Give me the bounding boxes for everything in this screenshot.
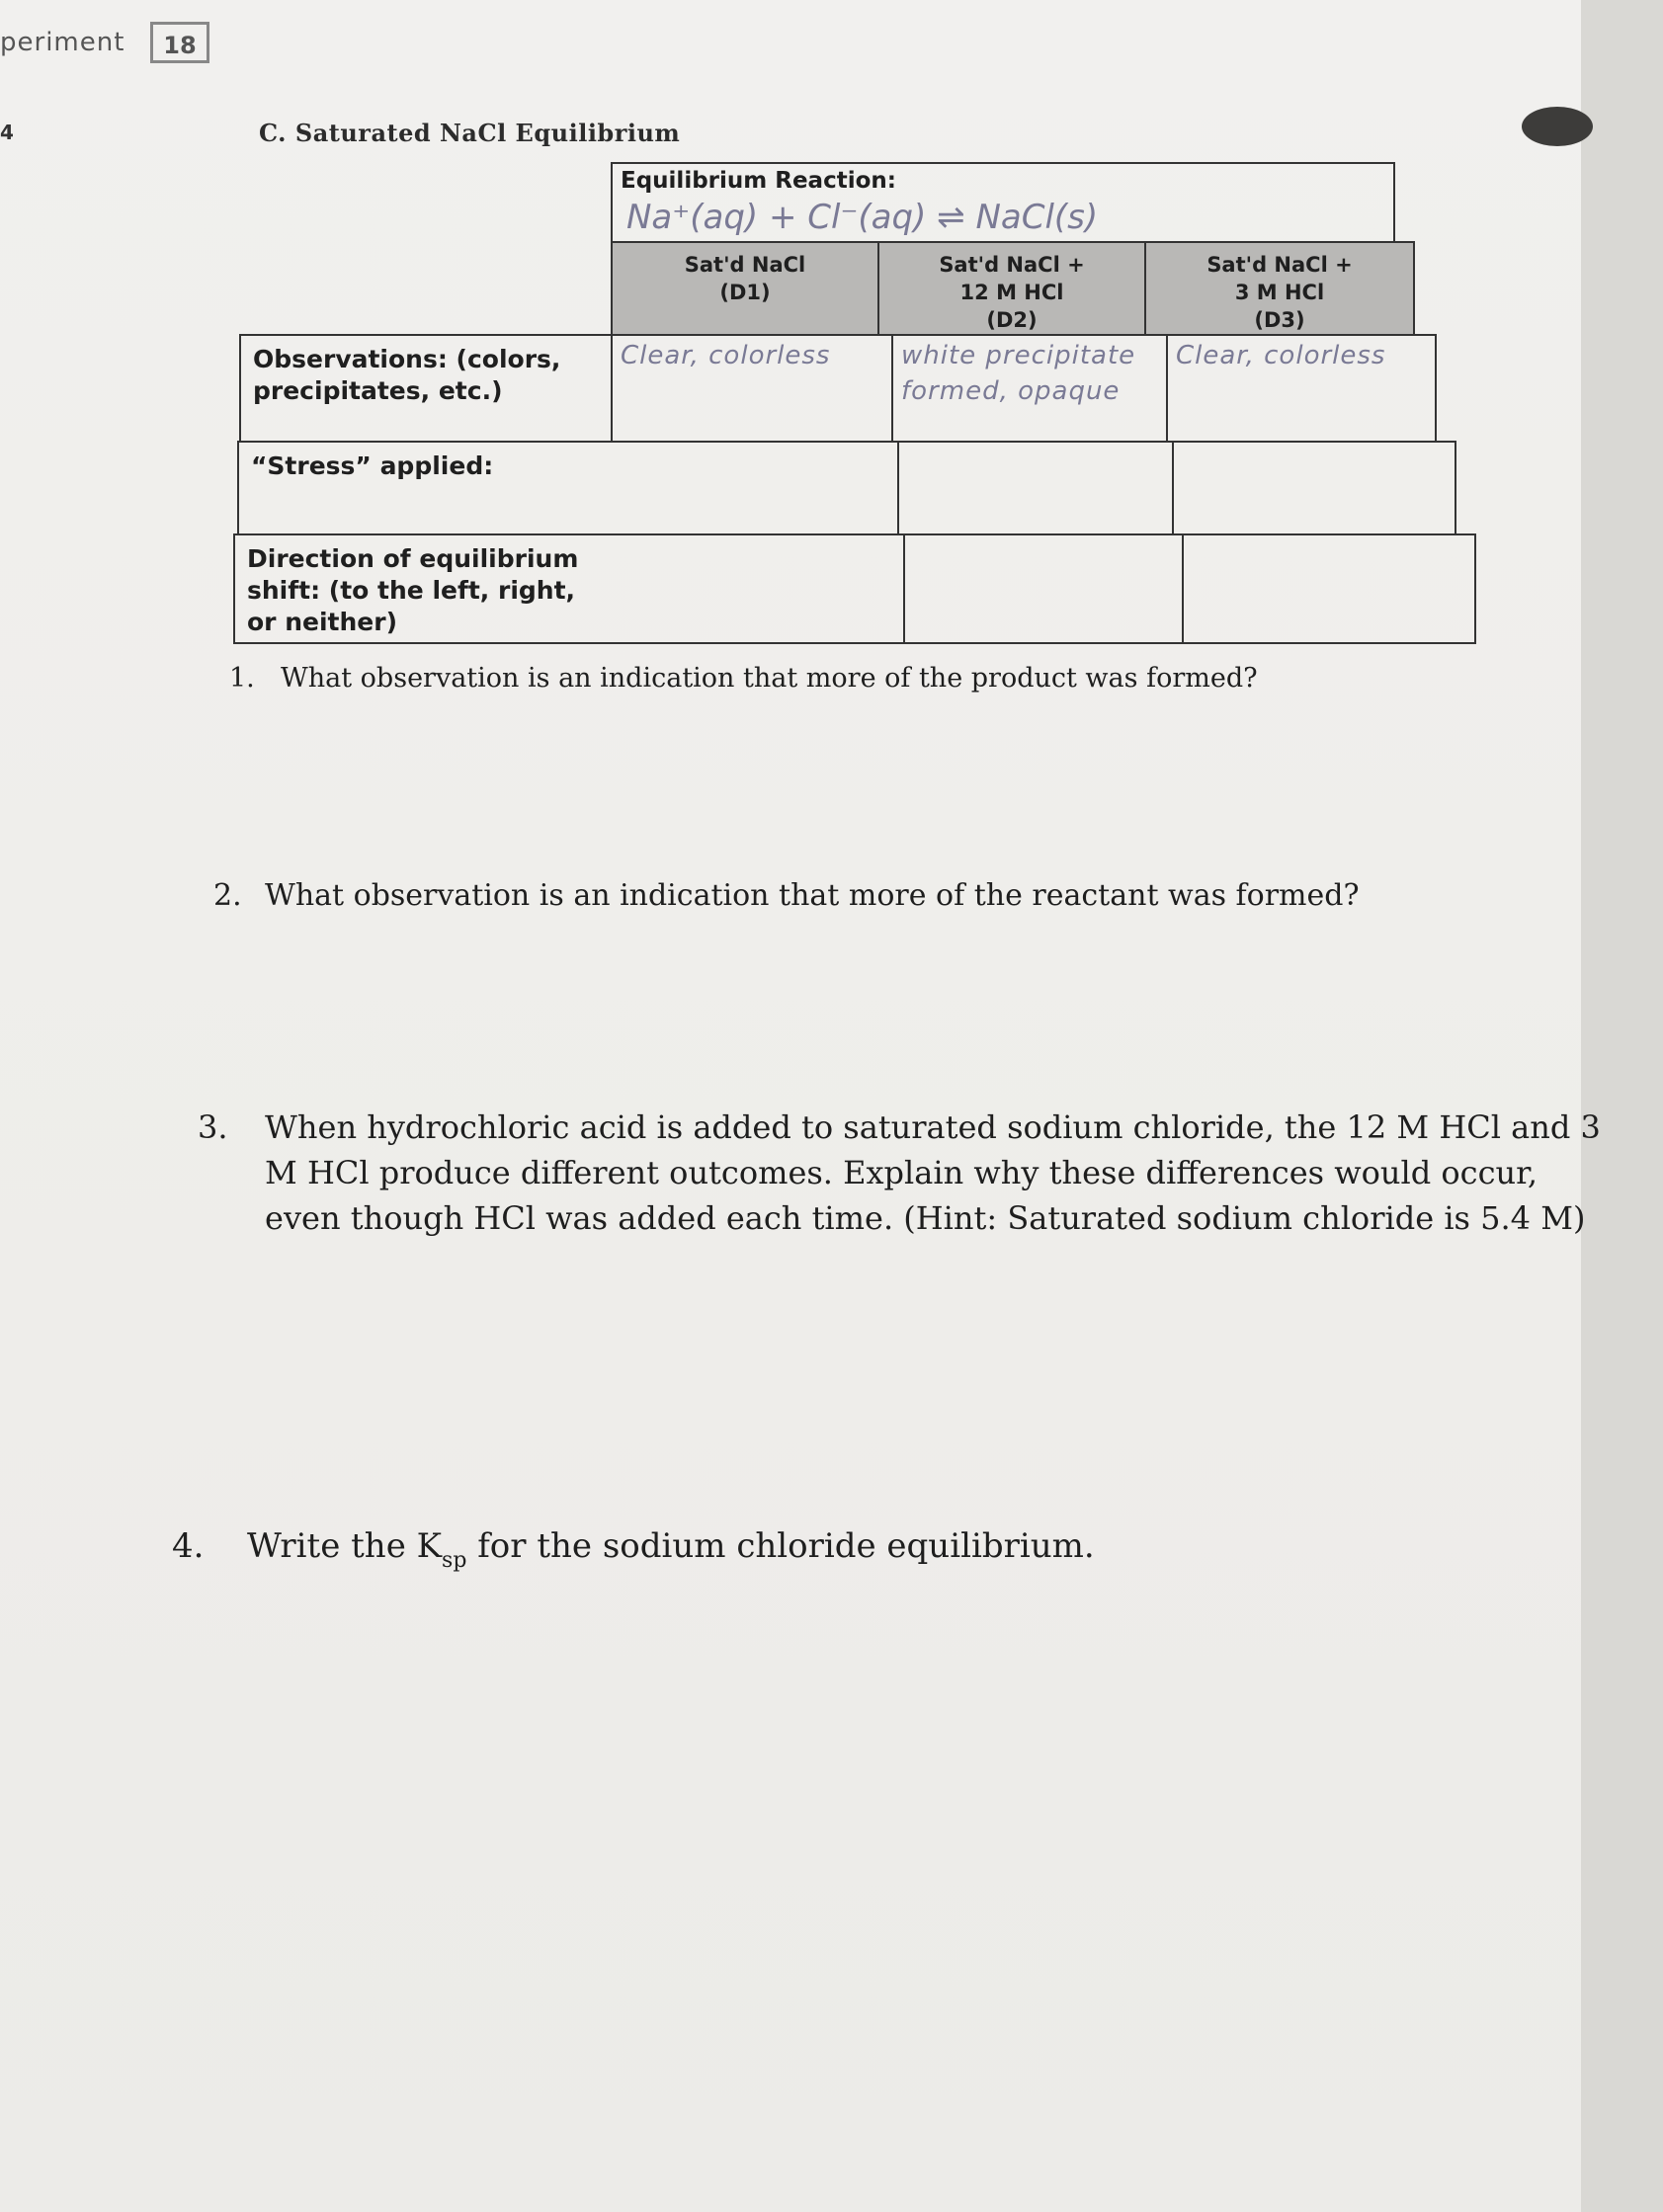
reaction-label: Equilibrium Reaction: <box>621 168 896 194</box>
column-header-d2 <box>877 241 1146 336</box>
column-header-line: (D1) <box>719 281 771 304</box>
question-number: 4. <box>172 1526 205 1566</box>
question-text: What observation is an indication that more of the reactant was formed? <box>265 878 1360 913</box>
question-number: 2. <box>213 878 242 913</box>
question-text: What observation is an indication that more of the product was formed? <box>281 663 1258 694</box>
question-text: Write the K <box>247 1526 443 1566</box>
row-label-stress: “Stress” applied: <box>237 441 899 535</box>
stress-d2[interactable] <box>897 441 1174 535</box>
question-text: When hydrochloric acid is added to saturated sodium chloride, the 12 M HCl and 3 M HCl produce different outcomes. Explain why these differences would occur, even though HCl was added each time. (Hint: Saturated sodium chloride is 5.4 M) <box>265 1108 1601 1237</box>
column-header-line: Sat'd NaCl + <box>1206 253 1353 277</box>
ksp-subscript: sp <box>442 1548 467 1573</box>
page-number: 4 <box>0 121 14 144</box>
observation-d3[interactable]: Clear, colorless <box>1166 334 1437 443</box>
question-4 <box>172 1523 1456 1584</box>
column-header-d3 <box>1144 241 1415 336</box>
reaction-cell <box>611 162 1395 243</box>
observation-d1[interactable]: Clear, colorless <box>611 334 893 443</box>
question-text-end: for the sodium chloride equilibrium. <box>466 1526 1095 1566</box>
section-title: C. Saturated NaCl Equilibrium <box>259 119 681 147</box>
column-header-d1 <box>611 241 879 336</box>
column-header-line: 12 M HCl <box>959 281 1064 304</box>
experiment-number: 18 <box>150 22 209 63</box>
column-header-line: (D3) <box>1254 308 1305 332</box>
direction-d3[interactable] <box>1182 533 1476 644</box>
question-1 <box>229 656 1415 701</box>
column-header-line: Sat'd NaCl + <box>939 253 1085 277</box>
observation-d2[interactable]: white precipitate formed, opaque <box>891 334 1168 443</box>
column-header-line: (D2) <box>986 308 1038 332</box>
direction-d2[interactable] <box>903 533 1184 644</box>
reaction-handwritten: Na⁺(aq) + Cl⁻(aq) ⇌ NaCl(s) <box>626 198 1099 237</box>
row-label-observations: Observations: (colors, precipitates, etc.) <box>239 334 613 443</box>
question-3 <box>198 1105 1601 1241</box>
question-number: 3. <box>198 1108 228 1146</box>
column-header-line: Sat'd NaCl <box>684 253 806 277</box>
experiment-label: periment <box>0 28 125 57</box>
binder-hole <box>1522 107 1593 146</box>
stress-d3[interactable] <box>1172 441 1456 535</box>
question-2 <box>213 873 1498 919</box>
question-number: 1. <box>229 663 255 694</box>
row-label-direction: Direction of equilibrium shift: (to the left, right, or neither) <box>233 533 905 644</box>
column-header-line: 3 M HCl <box>1234 281 1325 304</box>
